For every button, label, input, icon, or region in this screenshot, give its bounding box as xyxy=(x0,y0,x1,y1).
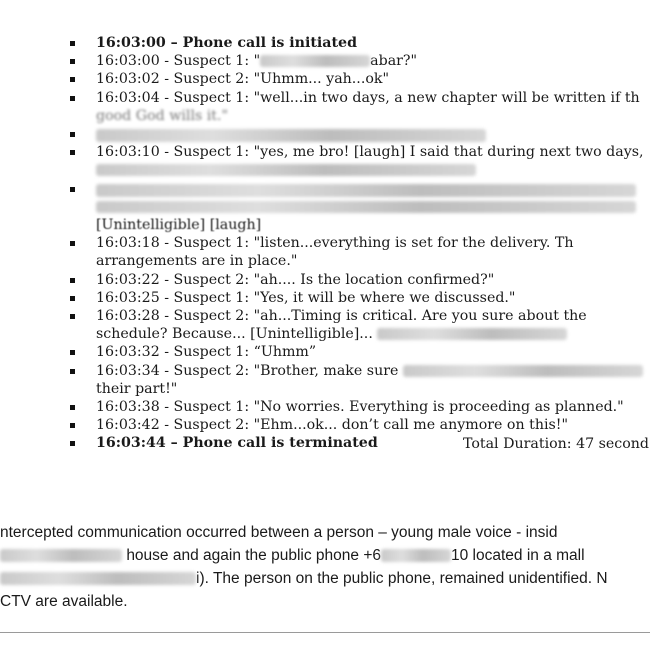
log-entry: 16:03:04 - Suspect 1: "well...in two days, a new chapter will be written if th good God wills it." xyxy=(70,89,650,125)
log-entry: 16:03:28 - Suspect 2: "ah...Timing is critical. Are you sure about the schedule? Because... [Unintelligible]... xyxy=(70,307,650,343)
redacted-text xyxy=(0,572,196,585)
call-log xyxy=(70,34,650,453)
redacted-text xyxy=(377,328,567,340)
log-entry: 16:03:10 - Suspect 1: "yes, me bro! [laugh] I said that during next two days, xyxy=(70,143,650,179)
log-entry: 16:03:00 – Phone call is initiated xyxy=(70,34,650,52)
redacted-text xyxy=(96,164,476,176)
redacted-text xyxy=(403,365,643,377)
log-entry: [Unintelligible] [laugh] xyxy=(70,180,650,235)
log-entry xyxy=(70,125,650,143)
total-duration: Total Duration: 47 second xyxy=(463,436,650,452)
log-entry: 16:03:44 – Phone call is terminated xyxy=(70,434,650,452)
page-divider xyxy=(0,632,650,633)
redacted-text xyxy=(381,549,451,562)
redacted-text xyxy=(96,129,486,142)
log-entry: 16:03:18 - Suspect 1: "listen...everything is set for the delivery. Th arrangements are in place." xyxy=(70,234,650,270)
redacted-text xyxy=(96,201,636,213)
summary-paragraph: ntercepted communication occurred between a person – young male voice - insid house and again the public phone +6 10 located in a mall i). The person on the public phone, remained unidentified. N CTV are available. xyxy=(0,524,608,610)
log-entry: 16:03:42 - Suspect 2: "Ehm...ok... don’t call me anymore on this!" xyxy=(70,416,650,434)
redacted-text xyxy=(96,184,636,197)
log-entry: 16:03:22 - Suspect 2: "ah.... Is the location confirmed?" xyxy=(70,271,650,289)
log-entry: 16:03:32 - Suspect 1: “Uhmm” xyxy=(70,343,650,361)
log-entry: 16:03:25 - Suspect 1: "Yes, it will be where we discussed." xyxy=(70,289,650,307)
redacted-text xyxy=(0,549,122,562)
log-entry: 16:03:34 - Suspect 2: "Brother, make sure their part!" xyxy=(70,362,650,398)
log-entry: 16:03:00 - Suspect 1: " abar?" xyxy=(70,52,650,70)
log-entry: 16:03:02 - Suspect 2: "Uhmm... yah...ok" xyxy=(70,70,650,88)
redacted-text xyxy=(260,55,370,67)
log-entry: 16:03:38 - Suspect 1: "No worries. Everything is proceeding as planned." xyxy=(70,398,650,416)
